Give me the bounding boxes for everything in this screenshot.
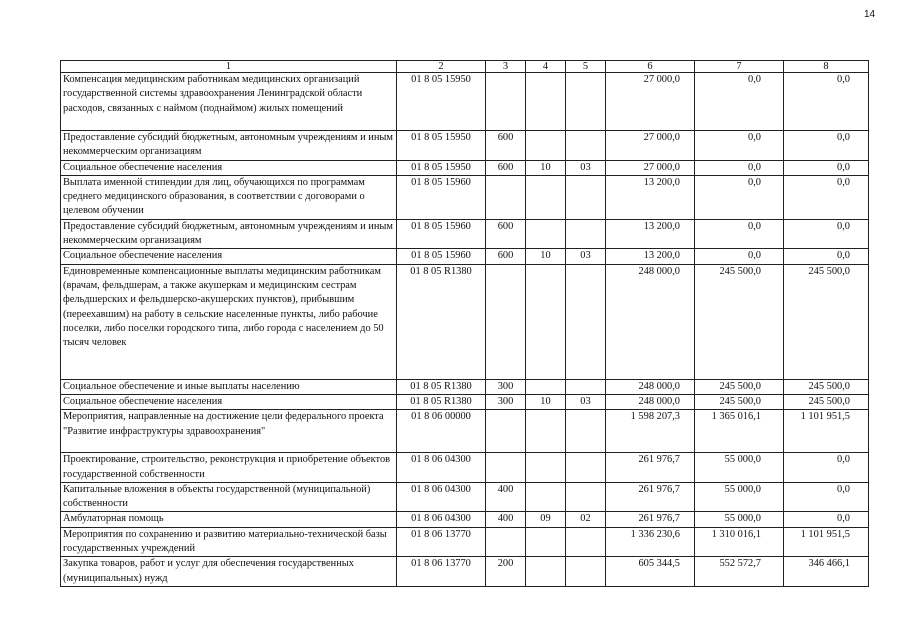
- section-cell: [526, 482, 566, 512]
- amount-col8-cell: 0,0: [784, 219, 869, 249]
- item-name-cell: Социальное обеспечение населения: [61, 249, 397, 264]
- subsection-cell: [566, 73, 606, 131]
- item-name-cell: Мероприятия, направленные на достижение цели федерального проекта "Развитие инфраструктуры здравоохранения": [61, 410, 397, 453]
- section-cell: [526, 73, 566, 131]
- table-row: [61, 219, 869, 249]
- amount-col6-cell: 13 200,0: [606, 219, 695, 249]
- amount-col7-cell: 0,0: [695, 219, 784, 249]
- item-name-cell: Закупка товаров, работ и услуг для обеспечения государственных (муниципальных) нужд: [61, 557, 397, 587]
- table-row: [61, 131, 869, 161]
- amount-col6-cell: 248 000,0: [606, 379, 695, 394]
- item-name-cell: Социальное обеспечение населения: [61, 394, 397, 409]
- subsection-cell: [566, 527, 606, 557]
- column-header: 2: [397, 61, 486, 73]
- classification-code-cell: 01 8 05 15960: [397, 175, 486, 219]
- expense-type-cell: [486, 73, 526, 131]
- classification-code-cell: 01 8 05 15960: [397, 219, 486, 249]
- item-name-cell: Предоставление субсидий бюджетным, автономным учреждениям и иным некоммерческим организациям: [61, 219, 397, 249]
- table-row: [61, 379, 869, 394]
- expense-type-cell: 600: [486, 219, 526, 249]
- table-row: [61, 249, 869, 264]
- column-header: 1: [61, 61, 397, 73]
- classification-code-cell: 01 8 06 04300: [397, 482, 486, 512]
- amount-col6-cell: 248 000,0: [606, 394, 695, 409]
- amount-col6-cell: 13 200,0: [606, 249, 695, 264]
- table-row: [61, 410, 869, 453]
- amount-col6-cell: 248 000,0: [606, 264, 695, 379]
- amount-col8-cell: 245 500,0: [784, 394, 869, 409]
- section-cell: [526, 264, 566, 379]
- subsection-cell: 02: [566, 512, 606, 527]
- section-cell: [526, 379, 566, 394]
- classification-code-cell: 01 8 06 13770: [397, 527, 486, 557]
- classification-code-cell: 01 8 05 R1380: [397, 379, 486, 394]
- column-header: 4: [526, 61, 566, 73]
- amount-col6-cell: 1 336 230,6: [606, 527, 695, 557]
- item-name-cell: Амбулаторная помощь: [61, 512, 397, 527]
- table-row: [61, 453, 869, 483]
- classification-code-cell: 01 8 05 15950: [397, 131, 486, 161]
- table-row: [61, 175, 869, 219]
- subsection-cell: [566, 379, 606, 394]
- classification-code-cell: 01 8 06 00000: [397, 410, 486, 453]
- amount-col7-cell: 0,0: [695, 249, 784, 264]
- subsection-cell: [566, 410, 606, 453]
- expense-type-cell: [486, 175, 526, 219]
- classification-code-cell: 01 8 05 15960: [397, 249, 486, 264]
- section-cell: [526, 557, 566, 587]
- amount-col7-cell: 552 572,7: [695, 557, 784, 587]
- subsection-cell: [566, 131, 606, 161]
- section-cell: [526, 219, 566, 249]
- amount-col8-cell: 0,0: [784, 249, 869, 264]
- subsection-cell: [566, 264, 606, 379]
- amount-col7-cell: 0,0: [695, 73, 784, 131]
- subsection-cell: 03: [566, 394, 606, 409]
- classification-code-cell: 01 8 05 R1380: [397, 264, 486, 379]
- expense-type-cell: 600: [486, 160, 526, 175]
- item-name-cell: Компенсация медицинским работникам медицинских организаций государственной системы здравоохранения Ленинградской области расходов, связанных с наймом (поднаймом) жилых помещений: [61, 73, 397, 131]
- amount-col8-cell: 0,0: [784, 453, 869, 483]
- table-row: [61, 512, 869, 527]
- amount-col8-cell: 0,0: [784, 512, 869, 527]
- amount-col6-cell: 1 598 207,3: [606, 410, 695, 453]
- expense-type-cell: [486, 453, 526, 483]
- amount-col7-cell: 0,0: [695, 131, 784, 161]
- table-row: [61, 482, 869, 512]
- item-name-cell: Проектирование, строительство, реконструкция и приобретение объектов государственной собственности: [61, 453, 397, 483]
- amount-col8-cell: 346 466,1: [784, 557, 869, 587]
- section-cell: 10: [526, 394, 566, 409]
- amount-col8-cell: 0,0: [784, 160, 869, 175]
- amount-col6-cell: 27 000,0: [606, 131, 695, 161]
- amount-col8-cell: 0,0: [784, 482, 869, 512]
- amount-col7-cell: 245 500,0: [695, 394, 784, 409]
- section-cell: 09: [526, 512, 566, 527]
- item-name-cell: Единовременные компенсационные выплаты медицинским работникам (врачам, фельдшерам, а также акушеркам и медицинским сестрам фельдшерских и фельдшерско-акушерских пунктов), прибывшим (переехавшим) на работу в сельские населенные пункты, либо рабочие поселки, либо поселки городского типа, либо города с населением до 50 тысяч человек: [61, 264, 397, 379]
- amount-col6-cell: 27 000,0: [606, 73, 695, 131]
- amount-col7-cell: 55 000,0: [695, 482, 784, 512]
- item-name-cell: Социальное обеспечение населения: [61, 160, 397, 175]
- column-header: 6: [606, 61, 695, 73]
- subsection-cell: [566, 453, 606, 483]
- classification-code-cell: 01 8 05 R1380: [397, 394, 486, 409]
- amount-col8-cell: 1 101 951,5: [784, 527, 869, 557]
- subsection-cell: 03: [566, 249, 606, 264]
- table-row: [61, 264, 869, 379]
- subsection-cell: [566, 557, 606, 587]
- item-name-cell: Капитальные вложения в объекты государственной (муниципальной) собственности: [61, 482, 397, 512]
- amount-col8-cell: 245 500,0: [784, 379, 869, 394]
- expense-type-cell: 300: [486, 394, 526, 409]
- expense-type-cell: 400: [486, 482, 526, 512]
- column-header: 5: [566, 61, 606, 73]
- table-row: [61, 557, 869, 587]
- amount-col6-cell: 13 200,0: [606, 175, 695, 219]
- amount-col7-cell: 55 000,0: [695, 453, 784, 483]
- section-cell: [526, 131, 566, 161]
- budget-table: [60, 60, 869, 587]
- column-header: 3: [486, 61, 526, 73]
- table-header-row: [61, 61, 869, 73]
- amount-col6-cell: 261 976,7: [606, 453, 695, 483]
- amount-col6-cell: 27 000,0: [606, 160, 695, 175]
- item-name-cell: Предоставление субсидий бюджетным, автономным учреждениям и иным некоммерческим организациям: [61, 131, 397, 161]
- amount-col8-cell: 0,0: [784, 131, 869, 161]
- expense-type-cell: [486, 410, 526, 453]
- classification-code-cell: 01 8 05 15950: [397, 160, 486, 175]
- classification-code-cell: 01 8 06 13770: [397, 557, 486, 587]
- amount-col7-cell: 245 500,0: [695, 264, 784, 379]
- column-header: 7: [695, 61, 784, 73]
- amount-col7-cell: 0,0: [695, 175, 784, 219]
- table-row: [61, 160, 869, 175]
- item-name-cell: Мероприятия по сохранению и развитию материально-технической базы государственных учреждений: [61, 527, 397, 557]
- table-row: [61, 527, 869, 557]
- section-cell: [526, 527, 566, 557]
- section-cell: [526, 175, 566, 219]
- expense-type-cell: 600: [486, 249, 526, 264]
- amount-col8-cell: 245 500,0: [784, 264, 869, 379]
- amount-col6-cell: 261 976,7: [606, 482, 695, 512]
- classification-code-cell: 01 8 06 04300: [397, 453, 486, 483]
- expense-type-cell: 300: [486, 379, 526, 394]
- expense-type-cell: 600: [486, 131, 526, 161]
- amount-col7-cell: 55 000,0: [695, 512, 784, 527]
- subsection-cell: [566, 482, 606, 512]
- section-cell: 10: [526, 249, 566, 264]
- subsection-cell: 03: [566, 160, 606, 175]
- item-name-cell: Выплата именной стипендии для лиц, обучающихся по программам среднего медицинского образования, в соответствии с договорами о целевом обучении: [61, 175, 397, 219]
- amount-col8-cell: 0,0: [784, 175, 869, 219]
- amount-col6-cell: 261 976,7: [606, 512, 695, 527]
- expense-type-cell: 400: [486, 512, 526, 527]
- section-cell: [526, 453, 566, 483]
- table-row: [61, 73, 869, 131]
- table-row: [61, 394, 869, 409]
- column-header: 8: [784, 61, 869, 73]
- amount-col7-cell: 0,0: [695, 160, 784, 175]
- amount-col8-cell: 0,0: [784, 73, 869, 131]
- amount-col7-cell: 245 500,0: [695, 379, 784, 394]
- classification-code-cell: 01 8 05 15950: [397, 73, 486, 131]
- amount-col8-cell: 1 101 951,5: [784, 410, 869, 453]
- expense-type-cell: 200: [486, 557, 526, 587]
- amount-col7-cell: 1 310 016,1: [695, 527, 784, 557]
- amount-col6-cell: 605 344,5: [606, 557, 695, 587]
- page-number: 14: [864, 9, 876, 20]
- expense-type-cell: [486, 264, 526, 379]
- section-cell: 10: [526, 160, 566, 175]
- subsection-cell: [566, 219, 606, 249]
- amount-col7-cell: 1 365 016,1: [695, 410, 784, 453]
- classification-code-cell: 01 8 06 04300: [397, 512, 486, 527]
- subsection-cell: [566, 175, 606, 219]
- item-name-cell: Социальное обеспечение и иные выплаты населению: [61, 379, 397, 394]
- section-cell: [526, 410, 566, 453]
- expense-type-cell: [486, 527, 526, 557]
